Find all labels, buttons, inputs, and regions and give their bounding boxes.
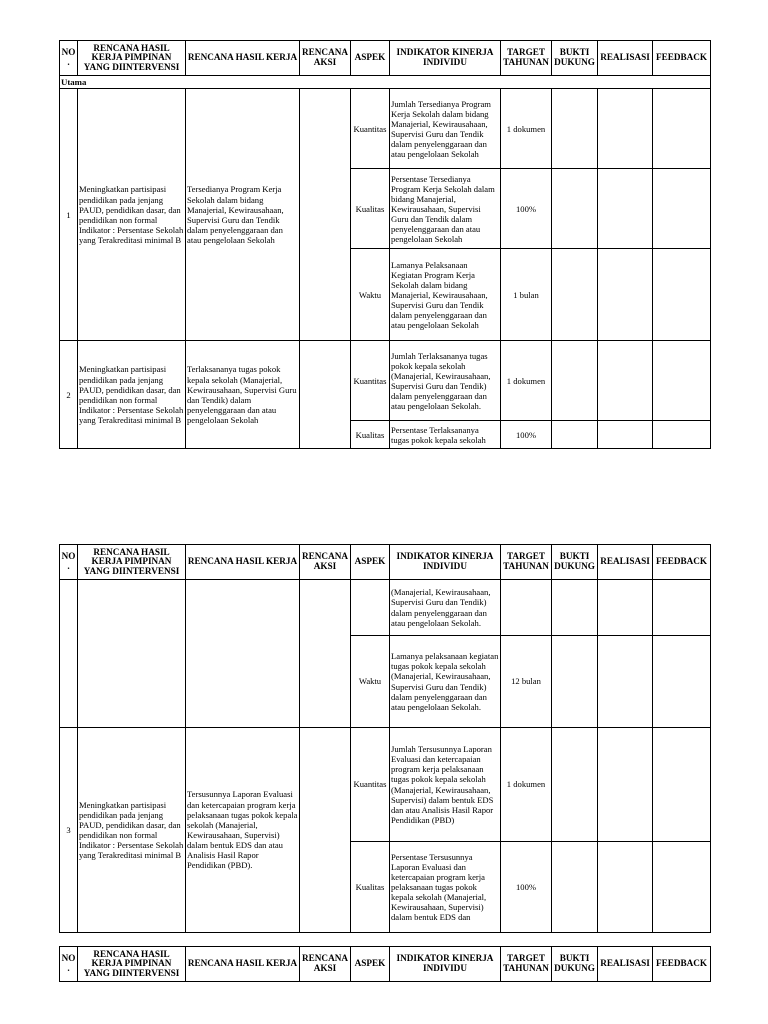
feedback-cell[interactable] [653, 842, 711, 933]
indikator-cell: Lamanya Pelaksanaan Kegiatan Program Kerja Sekolah dalam bidang Manajerial, Kewirausahaan, Supervisi Guru dan Tendik dalam penyelenggaraan dan atau pengelolaan Sekolah [390, 249, 501, 341]
target-cell [501, 580, 552, 636]
header-target: TARGET TAHUNAN [501, 947, 552, 982]
target-cell: 1 bulan [501, 249, 552, 341]
header-aksi: RENCANA AKSI [300, 947, 351, 982]
table-header-row [60, 545, 711, 580]
realisasi-cell[interactable] [598, 169, 653, 249]
item-number [60, 580, 78, 728]
header-aspek: ASPEK [351, 947, 390, 982]
rencana-aksi-cell[interactable] [300, 341, 351, 449]
feedback-cell[interactable] [653, 728, 711, 842]
indikator-cell: (Manajerial, Kewirausahaan, Supervisi Guru dan Tendik) dalam penyelenggaraan dan atau pengelolaan Sekolah. [390, 580, 501, 636]
rhk-pimpinan-cell: Meningkatkan partisipasi pendidikan pada jenjang PAUD, pendidikan dasar, dan pendidikan non formal Indikator : Persentase Sekolah yang Terakreditasi minimal B [78, 341, 186, 449]
target-cell: 1 dokumen [501, 341, 552, 421]
header-bukti: BUKTI DUKUNG [552, 947, 598, 982]
realisasi-cell[interactable] [598, 636, 653, 728]
header-feedback: FEEDBACK [653, 545, 711, 580]
bukti-cell[interactable] [552, 580, 598, 636]
header-rhk-pimpinan: RENCANA HASIL KERJA PIMPINAN YANG DIINTERVENSI [78, 947, 186, 982]
indikator-cell: Persentase Tersedianya Program Kerja Sekolah dalam bidang Manajerial, Kewirausahaan, Supervisi Guru dan Tendik dalam penyelenggaraan dan atau pengelolaan Sekolah [390, 169, 501, 249]
aspek-cell: Kualitas [351, 421, 390, 449]
header-rhk: RENCANA HASIL KERJA [186, 41, 300, 76]
header-feedback: FEEDBACK [653, 41, 711, 76]
realisasi-cell[interactable] [598, 728, 653, 842]
realisasi-cell[interactable] [598, 580, 653, 636]
indikator-cell: Jumlah Tersusunnya Laporan Evaluasi dan ketercapaian program kerja pelaksanaan tugas pokok kepala sekolah (Manajerial, Kewirausahaan, Supervisi) dalam bentuk EDS dan atau Analisis Hasil Rapor Pendidikan (PBD) [390, 728, 501, 842]
realisasi-cell[interactable] [598, 89, 653, 169]
target-cell: 1 dokumen [501, 728, 552, 842]
kinerja-table-page-2 [59, 544, 711, 933]
aspek-cell: Waktu [351, 249, 390, 341]
aspek-cell: Waktu [351, 636, 390, 728]
section-row [60, 76, 711, 89]
header-indikator: INDIKATOR KINERJA INDIVIDU [390, 41, 501, 76]
aspek-cell: Kuantitas [351, 728, 390, 842]
feedback-cell[interactable] [653, 636, 711, 728]
header-rhk: RENCANA HASIL KERJA [186, 545, 300, 580]
target-cell: 1 dokumen [501, 89, 552, 169]
aspek-cell: Kuantitas [351, 341, 390, 421]
target-cell: 12 bulan [501, 636, 552, 728]
header-realisasi: REALISASI [598, 41, 653, 76]
bukti-cell[interactable] [552, 341, 598, 421]
aspek-cell: Kualitas [351, 842, 390, 933]
realisasi-cell[interactable] [598, 249, 653, 341]
table-row [60, 341, 711, 421]
target-cell: 100% [501, 842, 552, 933]
table-row [60, 89, 711, 169]
header-realisasi: REALISASI [598, 947, 653, 982]
header-no: NO. [60, 947, 78, 982]
feedback-cell[interactable] [653, 249, 711, 341]
aspek-cell: Kuantitas [351, 89, 390, 169]
header-feedback: FEEDBACK [653, 947, 711, 982]
bukti-cell[interactable] [552, 169, 598, 249]
realisasi-cell[interactable] [598, 842, 653, 933]
feedback-cell[interactable] [653, 580, 711, 636]
indikator-cell: Lamanya pelaksanaan kegiatan tugas pokok kepala sekolah (Manajerial, Kewirausahaan, Supervisi Guru dan Tendik) dalam penyelenggaraan dan atau pengelolaan Sekolah. [390, 636, 501, 728]
feedback-cell[interactable] [653, 421, 711, 449]
target-cell: 100% [501, 169, 552, 249]
header-target: TARGET TAHUNAN [501, 41, 552, 76]
bukti-cell[interactable] [552, 728, 598, 842]
header-aspek: ASPEK [351, 41, 390, 76]
header-rhk-pimpinan: RENCANA HASIL KERJA PIMPINAN YANG DIINTERVENSI [78, 41, 186, 76]
rhk-cell: Terlaksananya tugas pokok kepala sekolah (Manajerial, Kewirausahaan, Supervisi Guru dan Tendik) dalam penyelenggaraan dan atau pengelolaan Sekolah [186, 341, 300, 449]
rhk-pimpinan-cell [78, 580, 186, 728]
table-header-row [60, 41, 711, 76]
header-aksi: RENCANA AKSI [300, 41, 351, 76]
rencana-aksi-cell[interactable] [300, 580, 351, 728]
header-no: NO. [60, 545, 78, 580]
aspek-cell: Kualitas [351, 169, 390, 249]
header-no: NO. [60, 41, 78, 76]
table-row [60, 580, 711, 636]
item-number: 3 [60, 728, 78, 933]
kinerja-table-page-1 [59, 40, 711, 449]
header-target: TARGET TAHUNAN [501, 545, 552, 580]
header-rhk: RENCANA HASIL KERJA [186, 947, 300, 982]
rencana-aksi-cell[interactable] [300, 89, 351, 341]
kinerja-table-page-3 [59, 946, 711, 982]
feedback-cell[interactable] [653, 169, 711, 249]
header-realisasi: REALISASI [598, 545, 653, 580]
indikator-cell: Jumlah Terlaksananya tugas pokok kepala sekolah (Manajerial, Kewirausahaan, Supervisi Guru dan Tendik) dalam penyelenggaraan dan atau pengelolaan Sekolah. [390, 341, 501, 421]
item-number: 2 [60, 341, 78, 449]
indikator-cell: Jumlah Tersedianya Program Kerja Sekolah dalam bidang Manajerial, Kewirausahaan, Supervisi Guru dan Tendik dalam penyelenggaraan dan atau pengelolaan Sekolah [390, 89, 501, 169]
header-bukti: BUKTI DUKUNG [552, 41, 598, 76]
bukti-cell[interactable] [552, 249, 598, 341]
header-aksi: RENCANA AKSI [300, 545, 351, 580]
rhk-pimpinan-cell: Meningkatkan partisipasi pendidikan pada jenjang PAUD, pendidikan dasar, dan pendidikan non formal Indikator : Persentase Sekolah yang Terakreditasi minimal B [78, 728, 186, 933]
rencana-aksi-cell[interactable] [300, 728, 351, 933]
table-row [60, 728, 711, 842]
table-header-row [60, 947, 711, 982]
header-indikator: INDIKATOR KINERJA INDIVIDU [390, 545, 501, 580]
realisasi-cell[interactable] [598, 421, 653, 449]
rhk-cell: Tersusunnya Laporan Evaluasi dan ketercapaian program kerja pelaksanaan tugas pokok kepala sekolah (Manajerial, Kewirausahaan, Supervisi) dalam bentuk EDS dan atau Analisis Hasil Rapor Pendidikan (PBD). [186, 728, 300, 933]
bukti-cell[interactable] [552, 89, 598, 169]
header-rhk-pimpinan: RENCANA HASIL KERJA PIMPINAN YANG DIINTERVENSI [78, 545, 186, 580]
bukti-cell[interactable] [552, 636, 598, 728]
rhk-cell: Tersedianya Program Kerja Sekolah dalam bidang Manajerial, Kewirausahaan, Supervisi Guru dan Tendik dalam penyelenggaraan dan atau pengelolaan Sekolah [186, 89, 300, 341]
feedback-cell[interactable] [653, 341, 711, 421]
rhk-cell [186, 580, 300, 728]
header-indikator: INDIKATOR KINERJA INDIVIDU [390, 947, 501, 982]
rhk-pimpinan-cell: Meningkatkan partisipasi pendidikan pada jenjang PAUD, pendidikan dasar, dan pendidikan non formal Indikator : Persentase Sekolah yang Terakreditasi minimal B [78, 89, 186, 341]
indikator-cell: Persentase Tersusunnya Laporan Evaluasi dan ketercapaian program kerja pelaksanaan tugas pokok kepala sekolah (Manajerial, Kewirausahaan, Supervisi) dalam bentuk EDS dan [390, 842, 501, 933]
bukti-cell[interactable] [552, 421, 598, 449]
header-aspek: ASPEK [351, 545, 390, 580]
item-number: 1 [60, 89, 78, 341]
bukti-cell[interactable] [552, 842, 598, 933]
indikator-cell: Persentase Terlaksananya tugas pokok kepala sekolah [390, 421, 501, 449]
target-cell: 100% [501, 421, 552, 449]
header-bukti: BUKTI DUKUNG [552, 545, 598, 580]
section-label: Utama [60, 76, 711, 89]
aspek-cell [351, 580, 390, 636]
feedback-cell[interactable] [653, 89, 711, 169]
realisasi-cell[interactable] [598, 341, 653, 421]
